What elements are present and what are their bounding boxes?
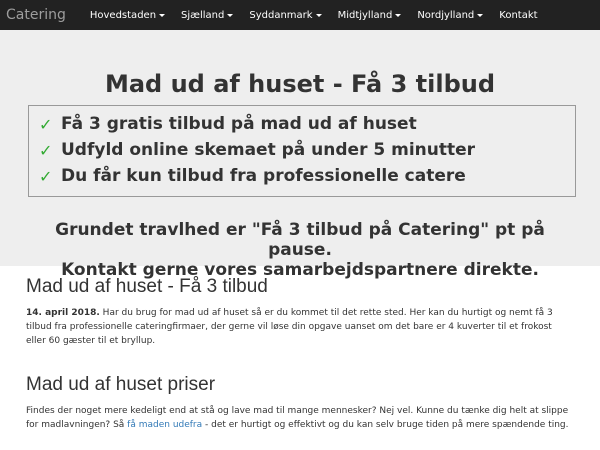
notice-line: pause. — [268, 240, 332, 260]
caret-down-icon — [395, 14, 401, 17]
nav-item-midtjylland[interactable] — [330, 10, 410, 21]
caret-down-icon — [316, 14, 322, 17]
caret-down-icon — [159, 14, 165, 17]
caret-down-icon — [477, 14, 483, 17]
checkmark-icon: ✓ — [39, 114, 53, 134]
catering-link[interactable]: få maden udefra — [127, 420, 203, 430]
intro-paragraph — [26, 306, 572, 348]
prices-text-start: Findes der noget mere kedeligt end at stå og lave mad til mange mennesker? Nej vel. Kunne du tænke dig helt at slippe for madlavningen? Så — [26, 406, 569, 430]
benefits-box — [28, 105, 576, 197]
prices-paragraph — [26, 404, 572, 432]
nav-item-label: Syddanmark — [249, 9, 313, 21]
benefit-text: Udfyld online skemaet på under 5 minutter — [61, 140, 476, 160]
prices-text-end: - det er hurtigt og effektivt og du kan selv bruge tiden på mere spændende ting. — [202, 420, 569, 430]
notice-line: Grundet travlhed er "Få 3 tilbud på Catering" pt på — [55, 220, 545, 240]
notice-line: Kontakt gerne vores samarbejdspartnere direkte. — [61, 260, 539, 280]
nav-item-label: Kontakt — [499, 9, 538, 21]
nav-item-syddanmark[interactable] — [241, 10, 329, 21]
nav-item-label: Hovedstaden — [89, 9, 157, 21]
benefit-item — [39, 137, 575, 163]
checkmark-icon: ✓ — [39, 166, 53, 186]
caret-down-icon — [227, 14, 233, 17]
nav-item-label: Sjælland — [181, 9, 225, 21]
nav-item-hovedstaden[interactable] — [82, 10, 173, 21]
nav-item-kontakt[interactable] — [491, 10, 545, 21]
intro-text: Har du brug for mad ud af huset så er du kommet til det rette sted. Her kan du hurtigt og nemt få 3 tilbud fra professionelle cateringfirmaer, der gerne vil løse din opgave uanset om det bare er 4 kuverter til et frokost eller 60 gæster til et bryllup. — [26, 308, 553, 346]
article-content — [0, 266, 600, 432]
nav-item-label: Nordjylland — [417, 9, 475, 21]
benefit-item — [39, 111, 575, 137]
article-date: 14. april 2018. — [26, 308, 100, 318]
nav-item-label: Midtjylland — [337, 9, 393, 21]
prices-heading: Mad ud af huset priser — [26, 374, 216, 395]
pause-notice — [0, 220, 600, 280]
checkmark-icon: ✓ — [39, 140, 53, 160]
benefit-item — [39, 163, 575, 189]
top-navbar — [0, 0, 600, 30]
nav-item-sjaelland[interactable] — [173, 10, 241, 21]
hero-title: Mad ud af huset - Få 3 tilbud — [104, 70, 496, 98]
brand-link[interactable]: Catering — [6, 7, 66, 23]
benefit-text: Få 3 gratis tilbud på mad ud af huset — [61, 114, 417, 134]
article-heading: Mad ud af huset - Få 3 tilbud — [26, 276, 268, 297]
hero-section — [0, 30, 600, 280]
benefit-text: Du får kun tilbud fra professionelle catere — [61, 166, 466, 186]
nav-item-nordjylland[interactable] — [409, 10, 491, 21]
